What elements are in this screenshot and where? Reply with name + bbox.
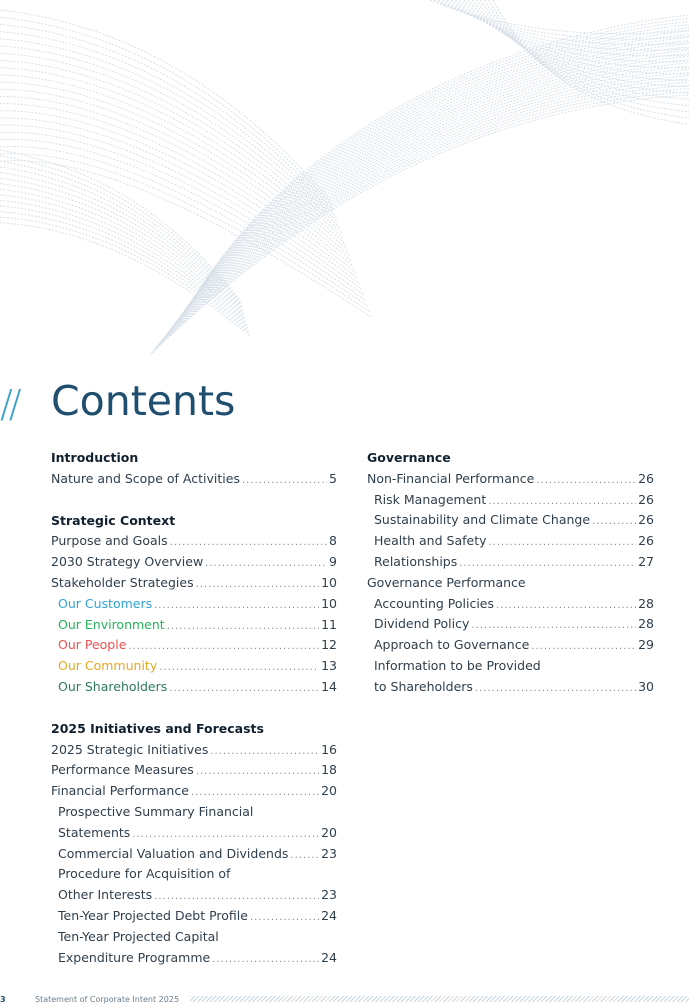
toc-entry[interactable] <box>51 906 337 927</box>
toc-entry-page: 26 <box>638 533 654 549</box>
leader-dots <box>531 637 636 658</box>
toc-entry-page: 30 <box>638 678 654 694</box>
toc-entry[interactable] <box>51 760 337 781</box>
leader-dots <box>191 783 319 804</box>
footer-page-number: 3 <box>0 995 6 1004</box>
leader-dots <box>154 887 319 908</box>
leader-dots <box>205 554 327 575</box>
section-heading: Strategic Context <box>51 512 176 528</box>
toc-entry-label: Approach to Governance <box>374 637 530 653</box>
toc-entry[interactable] <box>51 469 337 490</box>
toc-entry-label: Commercial Valuation and Dividends <box>58 845 289 861</box>
section-heading: 2025 Initiatives and Forecasts <box>51 720 264 736</box>
toc-entry-page: 8 <box>329 533 337 549</box>
leader-dots <box>210 742 319 763</box>
leader-dots <box>475 679 636 700</box>
toc-entry-label: Governance Performance <box>367 574 526 590</box>
toc-entry-page: 20 <box>321 783 337 799</box>
toc-entry[interactable] <box>51 573 337 594</box>
leader-dots <box>592 512 636 533</box>
toc-entry-page: 28 <box>638 616 654 632</box>
leader-dots <box>290 846 319 867</box>
toc-entry-label: Sustainability and Climate Change <box>374 512 591 528</box>
leader-dots <box>489 533 637 554</box>
toc-entry-page: 9 <box>329 554 337 570</box>
toc-entry[interactable] <box>51 844 337 865</box>
footer-document-title: Statement of Corporate Intent 2025 <box>35 995 180 1004</box>
toc-entry-page: 24 <box>321 949 337 965</box>
toc-entry-page: 23 <box>321 845 337 861</box>
toc-entry-label: Purpose and Goals <box>51 533 168 549</box>
toc-entry-label: to Shareholders <box>374 678 473 694</box>
toc-entry-label: Our People <box>58 637 127 653</box>
toc-section-strategic-context <box>51 511 337 698</box>
toc-entry[interactable] <box>367 635 654 656</box>
toc-entry-label: Statements <box>58 824 131 840</box>
leader-dots <box>132 825 319 846</box>
toc-entry-label: Our Environment <box>58 616 165 632</box>
toc-entry-label: Information to be Provided <box>374 657 541 673</box>
section-heading: Introduction <box>51 450 139 465</box>
toc-entry-continued[interactable] <box>51 864 337 885</box>
toc-entry-label: Performance Measures <box>51 762 194 778</box>
toc-entry-label: Our Shareholders <box>58 678 168 694</box>
leader-dots <box>250 908 319 929</box>
toc-section-introduction <box>51 448 337 490</box>
toc-entry[interactable] <box>51 531 337 552</box>
toc-entry-continued[interactable] <box>367 656 654 677</box>
toc-right-column <box>367 448 654 698</box>
leader-dots <box>242 471 327 492</box>
toc-entry-page: 26 <box>638 491 654 507</box>
page-footer <box>0 994 689 1004</box>
leader-dots <box>212 950 319 971</box>
toc-entry-page: 10 <box>321 574 337 590</box>
toc-entry-our-community[interactable] <box>51 656 337 677</box>
toc-entry-label: 2025 Strategic Initiatives <box>51 741 209 757</box>
leader-dots <box>196 762 319 783</box>
toc-entry-label: Our Community <box>58 658 158 674</box>
leader-dots <box>196 575 319 596</box>
toc-entry-our-environment[interactable] <box>51 615 337 636</box>
toc-entry-label: Procedure for Acquisition of <box>58 866 231 882</box>
toc-entry-page: 12 <box>321 637 337 653</box>
toc-entry-label: Accounting Policies <box>374 595 495 611</box>
toc-entry-label: 2030 Strategy Overview <box>51 554 204 570</box>
toc-section-initiatives-forecasts <box>51 719 337 969</box>
toc-entry-our-people[interactable] <box>51 635 337 656</box>
toc-entry[interactable] <box>367 469 654 490</box>
toc-entry-page: 27 <box>638 553 654 569</box>
toc-entry[interactable] <box>367 614 654 635</box>
slash-mark-icon: // <box>0 382 18 426</box>
leader-dots <box>471 616 636 637</box>
toc-entry-page: 29 <box>638 637 654 653</box>
toc-entry-page: 24 <box>321 907 337 923</box>
toc-entry-page: 23 <box>321 887 337 903</box>
toc-entry-page: 18 <box>321 762 337 778</box>
toc-entry-page: 10 <box>321 595 337 611</box>
toc-entry-page: 26 <box>638 470 654 486</box>
toc-entry-label: Nature and Scope of Activities <box>51 470 240 486</box>
toc-entry[interactable] <box>367 677 654 698</box>
toc-entry-label: Non-Financial Performance <box>367 470 535 486</box>
toc-entry-label: Other Interests <box>58 887 153 903</box>
toc-entry[interactable] <box>367 490 654 511</box>
footer-hatch-decoration <box>190 996 689 1002</box>
toc-entry-continued[interactable] <box>367 573 654 594</box>
toc-entry-label: Risk Management <box>374 491 487 507</box>
page-title: Contents <box>51 377 236 425</box>
leader-dots <box>167 617 319 638</box>
toc-entry-label: Expenditure Programme <box>58 949 211 965</box>
toc-entry-continued[interactable] <box>51 802 337 823</box>
toc-entry-our-shareholders[interactable] <box>51 677 337 698</box>
toc-entry-page: 16 <box>321 741 337 757</box>
decorative-wave-pattern <box>0 0 689 360</box>
leader-dots <box>170 533 327 554</box>
leader-dots <box>488 492 636 513</box>
toc-entry[interactable] <box>367 510 654 531</box>
toc-entry-label: Ten-Year Projected Capital <box>58 928 219 944</box>
toc-entry-label: Prospective Summary Financial <box>58 803 254 819</box>
toc-entry-continued[interactable] <box>51 927 337 948</box>
toc-entry-page: 11 <box>321 616 337 632</box>
toc-entry-label: Our Customers <box>58 595 153 611</box>
toc-entry-page: 13 <box>321 658 337 674</box>
toc-entry[interactable] <box>51 552 337 573</box>
leader-dots <box>496 596 636 617</box>
toc-entry-label: Dividend Policy <box>374 616 470 632</box>
toc-entry-label: Health and Safety <box>374 533 487 549</box>
toc-entry[interactable] <box>51 823 337 844</box>
toc-entry-label: Ten-Year Projected Debt Profile <box>58 907 248 923</box>
toc-entry[interactable] <box>51 781 337 802</box>
toc-entry-our-customers[interactable] <box>51 594 337 615</box>
toc-entry[interactable] <box>51 740 337 761</box>
toc-entry-label: Relationships <box>374 553 458 569</box>
toc-entry[interactable] <box>51 885 337 906</box>
toc-entry-label: Financial Performance <box>51 783 189 799</box>
section-heading: Governance <box>367 450 451 465</box>
toc-entry-label: Stakeholder Strategies <box>51 574 194 590</box>
leader-dots <box>159 658 319 679</box>
leader-dots <box>536 471 636 492</box>
toc-section-governance <box>367 448 654 698</box>
leader-dots <box>459 554 636 575</box>
leader-dots <box>154 596 319 617</box>
wave-lines <box>0 0 689 355</box>
toc-entry-page: 26 <box>638 512 654 528</box>
toc-entry-page: 20 <box>321 824 337 840</box>
toc-entry[interactable] <box>367 552 654 573</box>
toc-entry-page: 5 <box>329 470 337 486</box>
toc-left-column <box>51 448 337 968</box>
leader-dots <box>128 637 319 658</box>
toc-entry[interactable] <box>51 948 337 969</box>
toc-entry[interactable] <box>367 531 654 552</box>
toc-entry-page: 28 <box>638 595 654 611</box>
leader-dots <box>169 679 319 700</box>
toc-entry[interactable] <box>367 594 654 615</box>
toc-entry-page: 14 <box>321 678 337 694</box>
